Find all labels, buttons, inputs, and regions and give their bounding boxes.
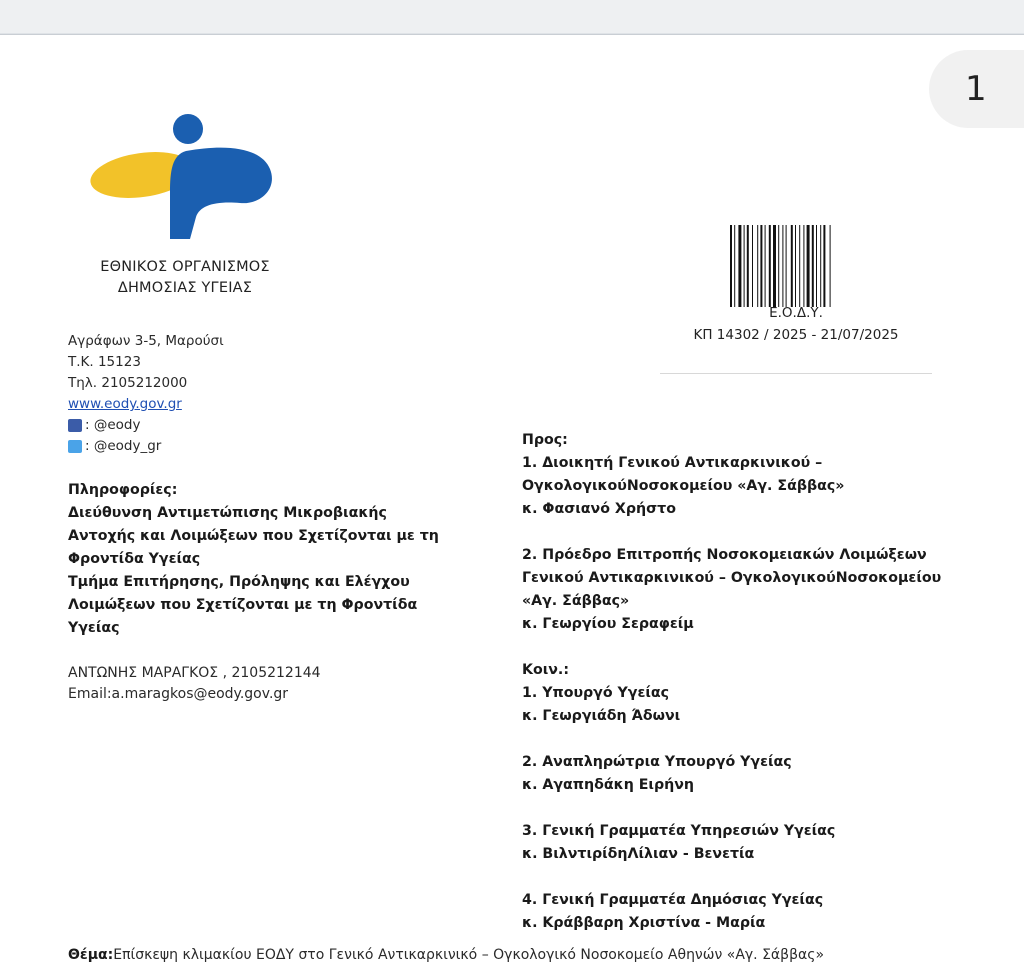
org-line-2: ΔΗΜΟΣΙΑΣ ΥΓΕΙΑΣ [117, 280, 253, 296]
barcode-bar [744, 225, 745, 307]
address-street: Αγράφων 3-5, Μαρούσι [68, 333, 224, 349]
recipient-line: κ. Φασιανό Χρήστο [522, 501, 676, 517]
barcode-bar [786, 225, 787, 307]
barcode-bar [820, 225, 821, 307]
barcode-bar [791, 225, 793, 307]
cc-line: 1. Υπουργό Υγείας [522, 685, 670, 701]
barcode-bar [812, 225, 814, 307]
facebook-handle-text: : @eody [85, 417, 141, 433]
organization-name [70, 257, 300, 299]
protocol-number: ΚΠ 14302 / 2025 - 21/07/2025 [693, 327, 899, 343]
barcode-bar [757, 225, 758, 307]
barcode-bar [769, 225, 771, 307]
barcode-bar [823, 225, 825, 307]
barcode [730, 225, 860, 307]
contact-person: ΑΝΤΩΝΗΣ ΜΑΡΑΓΚΟΣ , 2105212144 [68, 665, 321, 681]
eody-logo [90, 113, 282, 241]
barcode-bar [803, 225, 804, 307]
twitter-handle-text: : @eody_gr [85, 438, 162, 454]
viewer-top-strip [0, 0, 1024, 34]
barcode-bar [773, 225, 776, 307]
recipient-line: «Αγ. Σάββας» [522, 593, 630, 609]
info-line: Φροντίδα Υγείας [68, 551, 201, 567]
barcode-bar [747, 225, 749, 307]
info-line: Υγείας [68, 620, 120, 636]
logo-blue-body [170, 148, 272, 239]
cc-label: Κοιν.: [522, 662, 569, 678]
info-line: Λοιμώξεων που Σχετίζονται με τη Φροντίδα [68, 597, 418, 613]
cc-line: κ. Αγαπηδάκη Ειρήνη [522, 777, 694, 793]
stamp-org: Ε.Ο.Δ.Υ. [769, 305, 823, 321]
subject-text: Επίσκεψη κλιμακίου ΕΟΔΥ στο Γενικό Αντικαρκινικό – Ογκολογικό Νοσοκομείο Αθηνών «Αγ. Σάββας» [113, 947, 825, 963]
cc-line: 4. Γενική Γραμματέα Δημόσιας Υγείας [522, 892, 824, 908]
barcode-bar [807, 225, 810, 307]
barcode-bar [778, 225, 779, 307]
page-number-badge[interactable]: 1 [929, 50, 1024, 128]
recipient-line: Γενικού Αντικαρκινικού – ΟγκολογικούΝοσοκομείου [522, 570, 942, 586]
org-line-1: ΕΘΝΙΚΟΣ ΟΡΓΑΝΙΣΜΟΣ [100, 259, 270, 275]
cc-line: 2. Αναπληρώτρια Υπουργό Υγείας [522, 754, 792, 770]
barcode-bar [765, 225, 766, 307]
barcode-bar [795, 225, 796, 307]
barcode-bar [738, 225, 741, 307]
recipients-block [522, 429, 992, 935]
recipient-line: 2. Πρόεδρο Επιτροπής Νοσοκομειακών Λοιμώξεων [522, 547, 927, 563]
subject-line [68, 947, 1008, 963]
to-label: Προς: [522, 432, 568, 448]
barcode-bar [816, 225, 817, 307]
cc-line: κ. ΒιλντιρίδηΛίλιαν - Βενετία [522, 846, 755, 862]
address-phone: Τηλ. 2105212000 [68, 375, 188, 391]
document-page [0, 34, 1024, 974]
info-line: Αντοχής και Λοιμώξεων που Σχετίζονται με τη [68, 528, 439, 544]
facebook-icon [68, 419, 82, 432]
barcode-bar [830, 225, 831, 307]
recipient-line: ΟγκολογικούΝοσοκομείου «Αγ. Σάββας» [522, 478, 845, 494]
contact-email: Email:a.maragkos@eody.gov.gr [68, 686, 289, 702]
facebook-handle[interactable] [68, 415, 224, 436]
recipient-line: 1. Διοικητή Γενικού Αντικαρκινικού – [522, 455, 823, 471]
barcode-bar [760, 225, 762, 307]
barcode-bar [799, 225, 800, 307]
website-link[interactable]: www.eody.gov.gr [68, 396, 182, 412]
contact-block [68, 663, 321, 705]
logo-blue-head [173, 114, 203, 144]
cc-line: κ. Γεωργιάδη Άδωνι [522, 708, 681, 724]
twitter-handle[interactable] [68, 436, 224, 457]
subject-label: Θέμα: [68, 947, 114, 963]
barcode-bar [734, 225, 735, 307]
info-line: Τμήμα Επιτήρησης, Πρόληψης και Ελέγχου [68, 574, 410, 590]
cc-line: κ. Κράββαρη Χριστίνα - Μαρία [522, 915, 766, 931]
address-postal: Τ.Κ. 15123 [68, 354, 141, 370]
cc-line: 3. Γενική Γραμματέα Υπηρεσιών Υγείας [522, 823, 836, 839]
address-block [68, 331, 224, 457]
info-line: Διεύθυνση Αντιμετώπισης Μικροβιακής [68, 505, 387, 521]
twitter-icon [68, 440, 82, 453]
info-heading: Πληροφορίες: [68, 482, 178, 498]
recipient-line: κ. Γεωργίου Σεραφείμ [522, 616, 694, 632]
barcode-bar [752, 225, 753, 307]
protocol-stamp [660, 221, 932, 374]
barcode-bar [730, 225, 732, 307]
barcode-bar [782, 225, 783, 307]
information-block [68, 479, 458, 640]
